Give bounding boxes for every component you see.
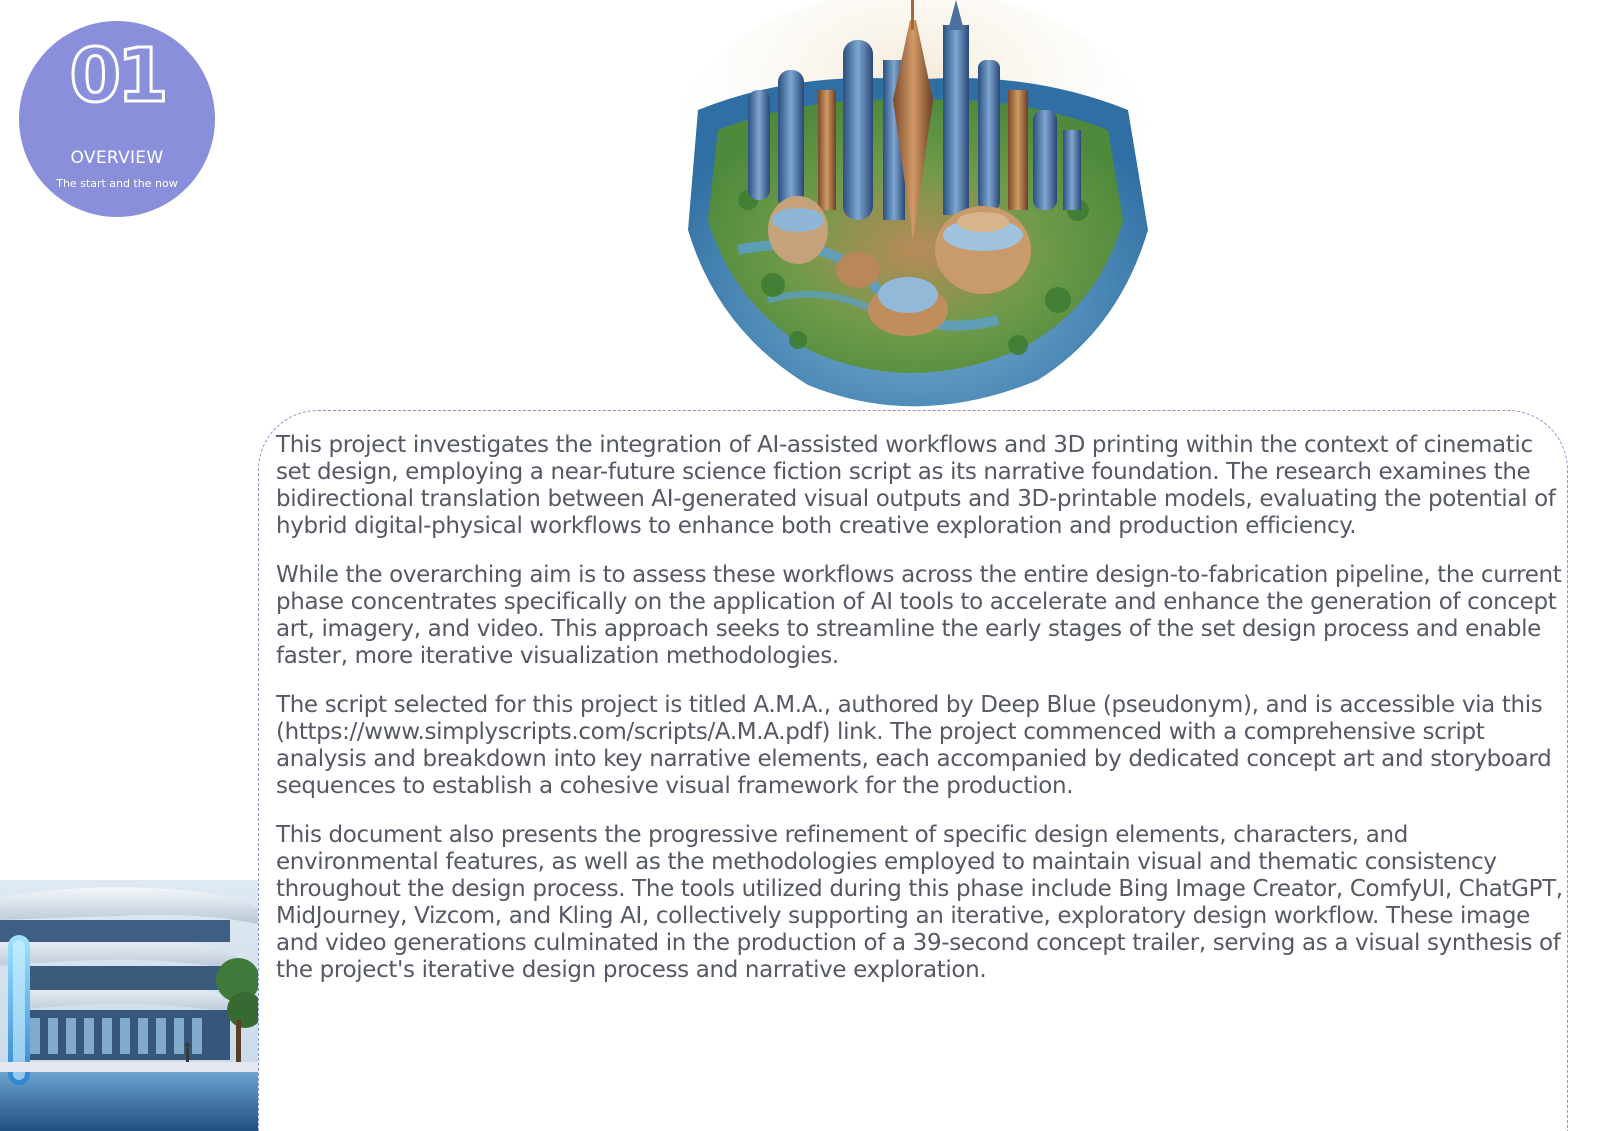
section-badge — [19, 21, 215, 217]
paragraph: While the overarching aim is to assess these workflows across the entire design-to-fabrication pipeline, the current phase concentrates specifically on the application of AI tools to accelerate and enhance the generation of concept art, imagery, and video. This approach seeks to streamline the early stages of the set design process and enable faster, more iterative visualization methodologies. — [276, 562, 1562, 669]
paragraph: The script selected for this project is titled A.M.A., authored by Deep Blue (pseudonym), and is accessible via this (https://www.simplyscripts.com/scripts/A.M.A.pdf) link. The project commenced with a comprehensive script analysis and breakdown into key narrative elements, each accompanied by dedicated concept art and storyboard sequences to establish a cohesive visual framework for the production. — [276, 692, 1552, 799]
paragraph: This project investigates the integration of AI-assisted workflows and 3D printing within the context of cinematic set design, employing a near-future science fiction script as its narrative foundation. The research examines the bidirectional translation between AI-generated visual outputs and 3D-printable models, evaluating the potential of hybrid digital-physical workflows to enhance both creative exploration and production efficiency. — [276, 432, 1556, 539]
futuristic-city-illustration — [678, 0, 1148, 412]
futuristic-building-illustration — [0, 880, 258, 1131]
paragraph: This document also presents the progressive refinement of specific design elements, characters, and environmental features, as well as the methodologies employed to maintain visual and thematic consistency throughout the design process. The tools utilized during this phase include Bing Image Creator, ComfyUI, ChatGPT, MidJourney, Vizcom, and Kling AI, collectively supporting an iterative, exploratory design workflow. These image and video generations culminated in the production of a 39-second concept trailer, serving as a visual synthesis of the project's iterative design process and narrative exploration. — [276, 822, 1563, 983]
section-number: 01 — [69, 33, 165, 119]
overview-body — [276, 432, 1566, 1006]
section-subtitle: The start and the now — [56, 177, 178, 190]
section-title: OVERVIEW — [70, 148, 164, 168]
